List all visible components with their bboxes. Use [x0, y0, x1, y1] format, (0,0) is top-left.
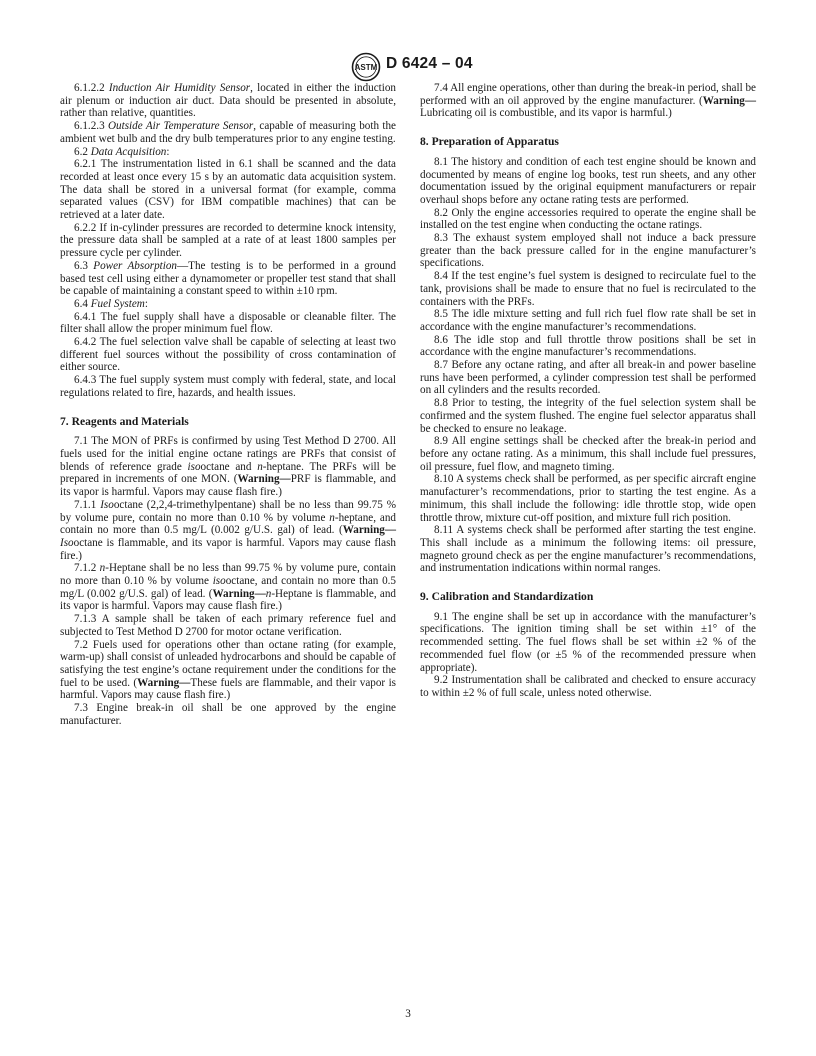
- paragraph-8-5: 8.5 The idle mixture setting and full rich fuel flow rate shall be set in accordance with the engine manufacturer’s recommendations.: [420, 308, 756, 333]
- paragraph-6-2: 6.2 Data Acquisition:: [74, 145, 170, 158]
- paragraph-8-3: 8.3 The exhaust system employed shall not induce a back pressure greater than the back pressure called for in the engine manufacturer’s specifications.: [420, 232, 756, 270]
- paragraph-7-3: 7.3 Engine break-in oil shall be one approved by the engine manufacturer.: [60, 702, 396, 727]
- paragraph-6-2-1: 6.2.1 The instrumentation listed in 6.1 shall be scanned and the data recorded at least once every 15 s by an automatic data acquisition system. The data shall be stored in a universal format (for example, comma separated values (CSV) for IBM compatible machines) that can be retrieved at a later date.: [60, 158, 396, 222]
- paragraph-6-1-2-2: 6.1.2.2 Induction Air Humidity Sensor, located in either the induction air plenum or induction air duct. Data should be presented in absolute, rather than relative, quantities.: [60, 82, 396, 120]
- paragraph-6-4-1: 6.4.1 The fuel supply shall have a disposable or cleanable filter. The filter shall allow the proper minimum fuel flow.: [60, 310, 396, 336]
- paragraph-7-4: 7.4 All engine operations, other than during the break-in period, shall be performed with an oil approved by the engine manufacturer. (Warning—Lubricating oil is combustible, and its vapor is harmful.): [420, 82, 756, 120]
- page-header: [0, 52, 816, 82]
- paragraph-8-8: 8.8 Prior to testing, the integrity of the fuel selection system shall be confirmed and the system flushed. The engine fuel selector apparatus shall be checked to ensure no leakage.: [420, 397, 756, 435]
- paragraph-8-11: 8.11 A systems check shall be performed after starting the test engine. This shall include as a minimum the following items: oil pressure, magneto ground check as per the engine manufacturer’s recommendations, and instrumentation indications within normal ranges.: [420, 524, 756, 575]
- paragraph-7-1-1: 7.1.1 Isooctane (2,2,4-trimethylpentane) shall be no less than 99.75 % by volume pure, contain no more than 0.10 % by volume n-heptane, and contain no more than 0.5 mg/L (0.002 g/U.S. gal) of lead. (Warning—Isooctane is flammable, and its vapor is harmful. Vapors may cause flash fire.): [60, 498, 396, 562]
- paragraph-8-4: 8.4 If the test engine’s fuel system is designed to recirculate fuel to the tank, provisions shall be made to ensure that no fuel is recirculated to the containers with the PRFs.: [420, 270, 756, 308]
- paragraph-9-2: 9.2 Instrumentation shall be calibrated and checked to ensure accuracy to within ±2 % of full scale, unless noted otherwise.: [420, 674, 756, 699]
- paragraph-8-10: 8.10 A systems check shall be performed, as per specific aircraft engine manufacturer’s recommendations, prior to starting the test engine. As a minimum, this shall include the following: idle throttle stop, wide open throttle throw, mixture cut-off position, and mixture full rich position.: [420, 473, 756, 524]
- paragraph-8-9: 8.9 All engine settings shall be checked after the break-in period and before any octane rating. As a minimum, this shall include fuel pressures, oil pressure, fuel flow, and magneto timing.: [420, 435, 756, 473]
- left-column: [60, 82, 396, 727]
- section-9-heading: 9. Calibration and Standardization: [420, 590, 594, 604]
- paragraph-8-6: 8.6 The idle stop and full throttle throw positions shall be set in accordance with the engine manufacturer’s recommendations.: [420, 333, 756, 359]
- paragraph-6-4-3: 6.4.3 The fuel supply system must comply with federal, state, and local regulations related to fire, hazards, and health issues.: [60, 374, 396, 399]
- paragraph-6-4: 6.4 Fuel System:: [74, 297, 148, 310]
- paragraph-6-4-2: 6.4.2 The fuel selection valve shall be capable of selecting at least two different fuel sources without the possibility of cross contamination of either source.: [60, 336, 396, 374]
- paragraph-9-1: 9.1 The engine shall be set up in accordance with the manufacturer’s specifications. The ignition timing shall be set within ±1° of the recommended setting. The fuel flows shall be set within ±2 % of the recommended fuel flow (or ±5 % of the recommended pressure when appropriate).: [420, 610, 756, 674]
- astm-logo-icon: [351, 52, 381, 82]
- paragraph-7-1-2: 7.1.2 n-Heptane shall be no less than 99.75 % by volume pure, contain no more than 0.10 % by volume isooctane, and contain no more than 0.5 mg/L (0.002 g/U.S. gal) of lead. (Warning—n-Heptane is flammable, and its vapor is harmful. Vapors may cause flash fire.): [60, 562, 396, 613]
- paragraph-7-2: 7.2 Fuels used for operations other than octane rating (for example, warm-up) shall consist of unleaded hydrocarbons and should be capable of satisfying the test engine’s octane requirement under the conditions for the fuel to be used. (Warning—These fuels are flammable, and their vapor is harmful. Vapors may cause flash fire.): [60, 638, 397, 702]
- page-number: 3: [405, 1008, 411, 1020]
- section-7-heading: 7. Reagents and Materials: [60, 414, 189, 428]
- paragraph-6-2-2: 6.2.2 If in-cylinder pressures are recorded to determine knock intensity, the pressure data shall be sampled at a rate of at least 1800 samples per pressure cycle per cylinder.: [60, 221, 396, 260]
- paragraph-6-1-2-3: 6.1.2.3 Outside Air Temperature Sensor, capable of measuring both the ambient wet bulb and the dry bulb temperatures prior to any engine testing.: [60, 120, 396, 145]
- svg-text:ASTM: ASTM: [354, 63, 378, 73]
- section-8-heading: 8. Preparation of Apparatus: [420, 135, 559, 149]
- document-designation: D 6424 – 04: [386, 55, 473, 72]
- paragraph-6-3: 6.3 Power Absorption—The testing is to be performed in a ground based test cell using either a dynamometer or propeller test stand that shall be capable of maintaining a constant speed to within ±10 rpm.: [60, 259, 396, 298]
- paragraph-7-1-3: 7.1.3 A sample shall be taken of each primary reference fuel and subjected to Test Method D 2700 for motor octane verification.: [60, 613, 396, 638]
- right-column: [420, 82, 756, 700]
- paragraph-8-2: 8.2 Only the engine accessories required to operate the engine shall be installed on the test engine when conducting the octane ratings.: [420, 206, 756, 232]
- paragraph-7-1: 7.1 The MON of PRFs is confirmed by using Test Method D 2700. All fuels used for the initial engine octane ratings are PRFs that consist of blends of reference grade isooctane and n-heptane. The PRFs will be prepared in increments of one MON. (Warning—PRF is flammable, and its vapor is harmful. Vapors may cause flash fire.): [60, 435, 397, 499]
- paragraph-8-7: 8.7 Before any octane rating, and after all break-in and power baseline runs have been performed, a cylinder compression test shall be performed on all cylinders and the results recorded.: [420, 359, 756, 397]
- paragraph-8-1: 8.1 The history and condition of each test engine should be known and documented by means of engine log books, test run sheets, and any other documentation issued by the original equipment manufacturers or repair overhaul shops before any octane rating tests are performed.: [420, 155, 756, 206]
